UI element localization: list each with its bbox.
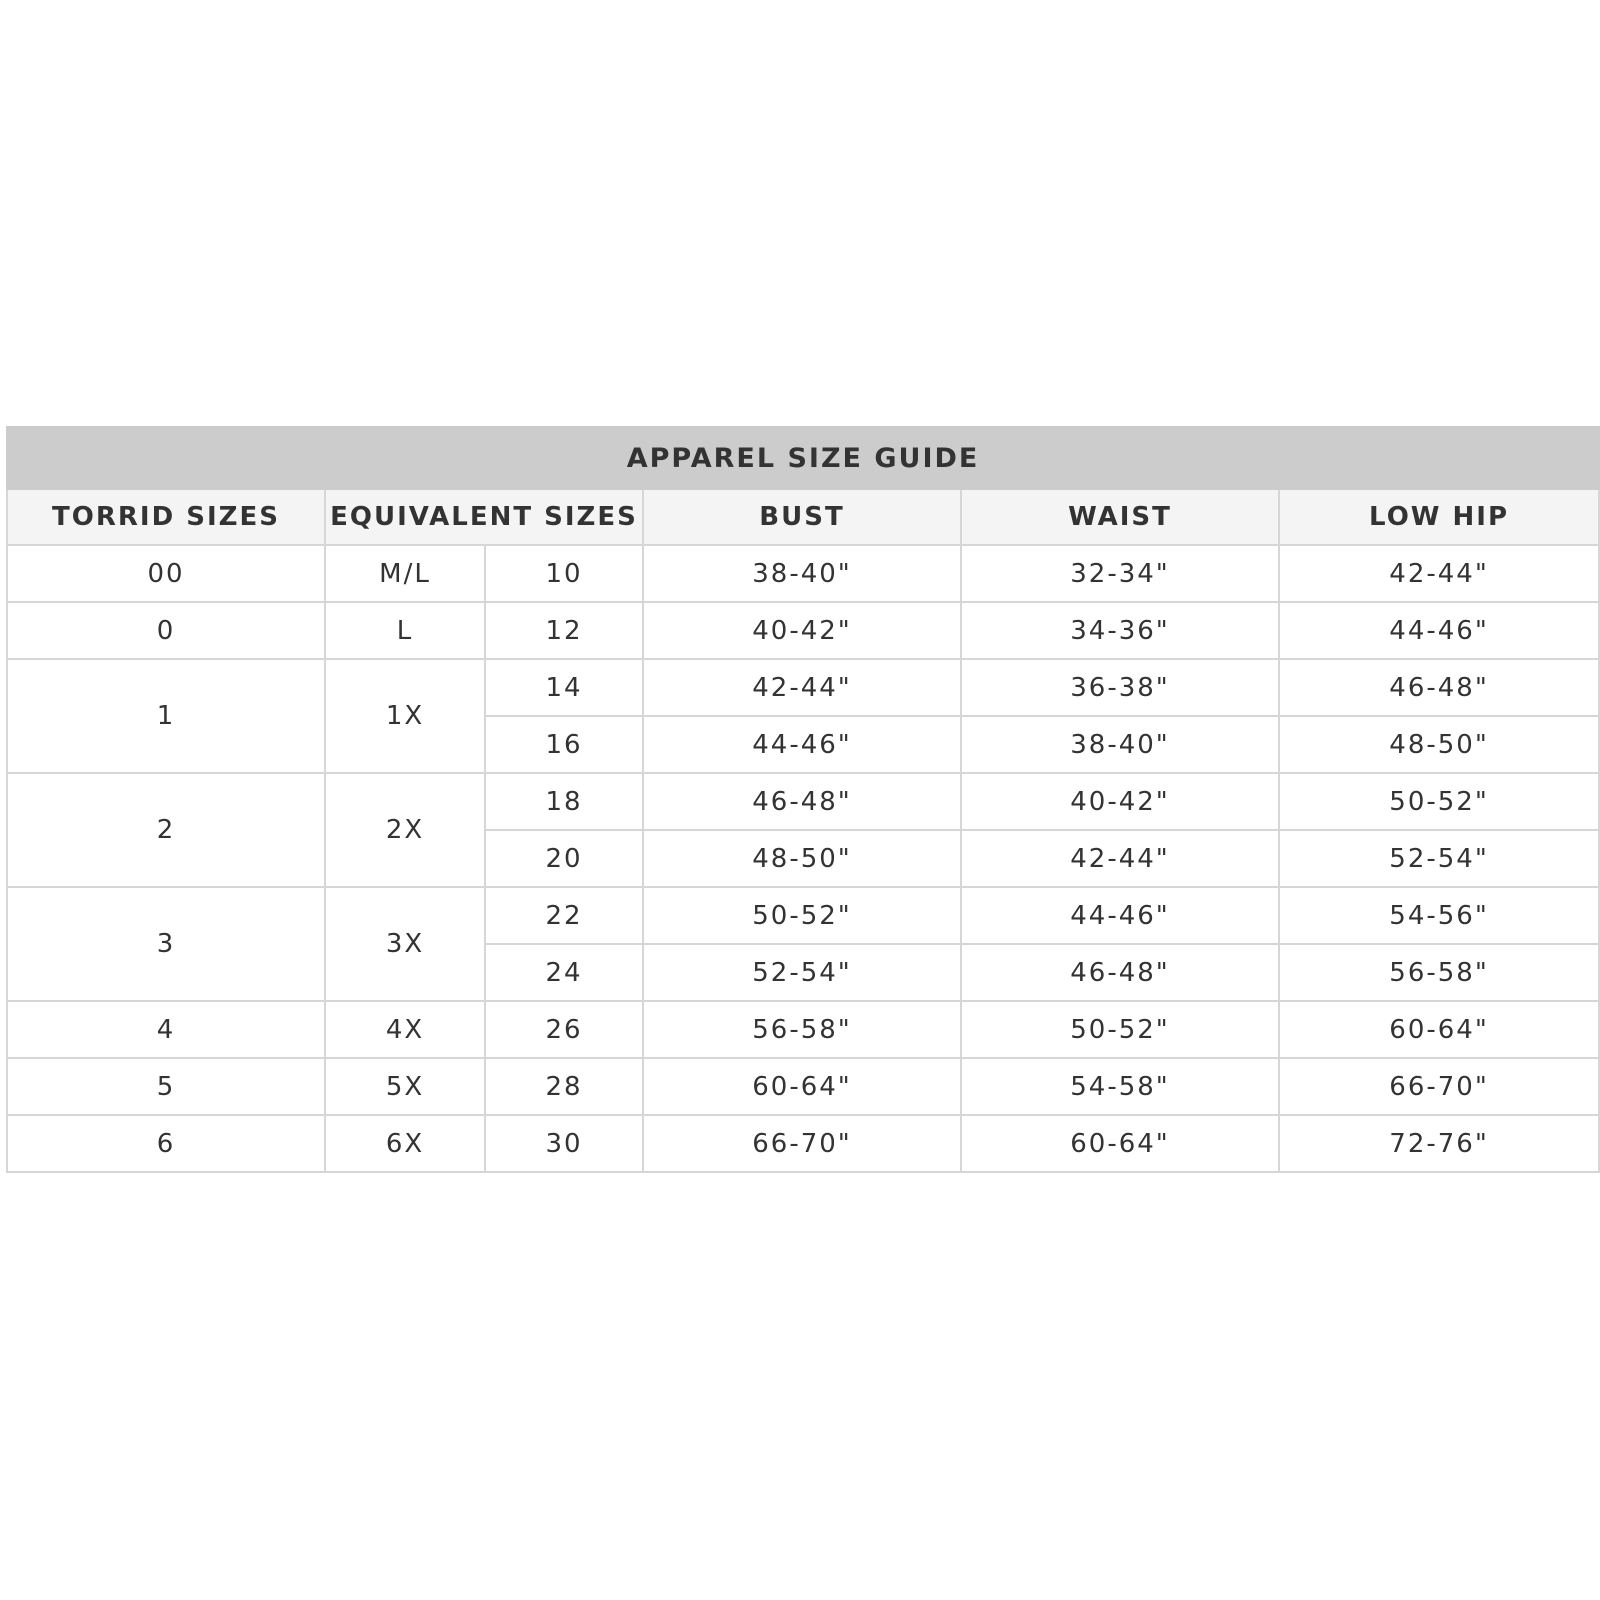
torrid-size-cell: 5 xyxy=(7,1058,325,1115)
waist-cell: 46-48" xyxy=(961,944,1279,1001)
bust-cell: 56-58" xyxy=(643,1001,961,1058)
bust-cell: 60-64" xyxy=(643,1058,961,1115)
numeric-size-cell: 14 xyxy=(485,659,643,716)
waist-cell: 32-34" xyxy=(961,545,1279,602)
waist-cell: 34-36" xyxy=(961,602,1279,659)
numeric-size-cell: 22 xyxy=(485,887,643,944)
bust-cell: 38-40" xyxy=(643,545,961,602)
low-hip-cell: 66-70" xyxy=(1279,1058,1599,1115)
torrid-size-cell: 3 xyxy=(7,887,325,1001)
waist-cell: 36-38" xyxy=(961,659,1279,716)
table-row xyxy=(7,659,1599,716)
column-header-row xyxy=(7,489,1599,545)
low-hip-cell: 54-56" xyxy=(1279,887,1599,944)
numeric-size-cell: 24 xyxy=(485,944,643,1001)
waist-cell: 42-44" xyxy=(961,830,1279,887)
numeric-size-cell: 10 xyxy=(485,545,643,602)
waist-cell: 40-42" xyxy=(961,773,1279,830)
table-row xyxy=(7,1058,1599,1115)
letter-size-cell: M/L xyxy=(325,545,485,602)
low-hip-cell: 60-64" xyxy=(1279,1001,1599,1058)
numeric-size-cell: 18 xyxy=(485,773,643,830)
header-waist: WAIST xyxy=(961,489,1279,545)
bust-cell: 42-44" xyxy=(643,659,961,716)
table-row xyxy=(7,602,1599,659)
numeric-size-cell: 26 xyxy=(485,1001,643,1058)
waist-cell: 44-46" xyxy=(961,887,1279,944)
low-hip-cell: 52-54" xyxy=(1279,830,1599,887)
header-bust: BUST xyxy=(643,489,961,545)
low-hip-cell: 50-52" xyxy=(1279,773,1599,830)
numeric-size-cell: 16 xyxy=(485,716,643,773)
table-title: APPAREL SIZE GUIDE xyxy=(7,427,1599,489)
table-row xyxy=(7,545,1599,602)
header-low-hip: LOW HIP xyxy=(1279,489,1599,545)
table-row xyxy=(7,773,1599,830)
waist-cell: 54-58" xyxy=(961,1058,1279,1115)
letter-size-cell: 3X xyxy=(325,887,485,1001)
numeric-size-cell: 28 xyxy=(485,1058,643,1115)
table-row xyxy=(7,1115,1599,1172)
low-hip-cell: 72-76" xyxy=(1279,1115,1599,1172)
bust-cell: 52-54" xyxy=(643,944,961,1001)
numeric-size-cell: 12 xyxy=(485,602,643,659)
torrid-size-cell: 6 xyxy=(7,1115,325,1172)
letter-size-cell: 4X xyxy=(325,1001,485,1058)
header-torrid-sizes: TORRID SIZES xyxy=(7,489,325,545)
low-hip-cell: 56-58" xyxy=(1279,944,1599,1001)
torrid-size-cell: 4 xyxy=(7,1001,325,1058)
torrid-size-cell: 0 xyxy=(7,602,325,659)
table-title-row xyxy=(7,427,1599,489)
letter-size-cell: L xyxy=(325,602,485,659)
bust-cell: 66-70" xyxy=(643,1115,961,1172)
low-hip-cell: 42-44" xyxy=(1279,545,1599,602)
numeric-size-cell: 20 xyxy=(485,830,643,887)
table-row xyxy=(7,1001,1599,1058)
torrid-size-cell: 2 xyxy=(7,773,325,887)
waist-cell: 38-40" xyxy=(961,716,1279,773)
letter-size-cell: 1X xyxy=(325,659,485,773)
torrid-size-cell: 1 xyxy=(7,659,325,773)
low-hip-cell: 44-46" xyxy=(1279,602,1599,659)
bust-cell: 50-52" xyxy=(643,887,961,944)
waist-cell: 60-64" xyxy=(961,1115,1279,1172)
header-equivalent-sizes: EQUIVALENT SIZES xyxy=(325,489,643,545)
letter-size-cell: 6X xyxy=(325,1115,485,1172)
low-hip-cell: 48-50" xyxy=(1279,716,1599,773)
torrid-size-cell: 00 xyxy=(7,545,325,602)
waist-cell: 50-52" xyxy=(961,1001,1279,1058)
size-guide-table xyxy=(6,426,1600,1173)
letter-size-cell: 2X xyxy=(325,773,485,887)
low-hip-cell: 46-48" xyxy=(1279,659,1599,716)
table-row xyxy=(7,887,1599,944)
bust-cell: 46-48" xyxy=(643,773,961,830)
bust-cell: 44-46" xyxy=(643,716,961,773)
bust-cell: 48-50" xyxy=(643,830,961,887)
numeric-size-cell: 30 xyxy=(485,1115,643,1172)
bust-cell: 40-42" xyxy=(643,602,961,659)
letter-size-cell: 5X xyxy=(325,1058,485,1115)
